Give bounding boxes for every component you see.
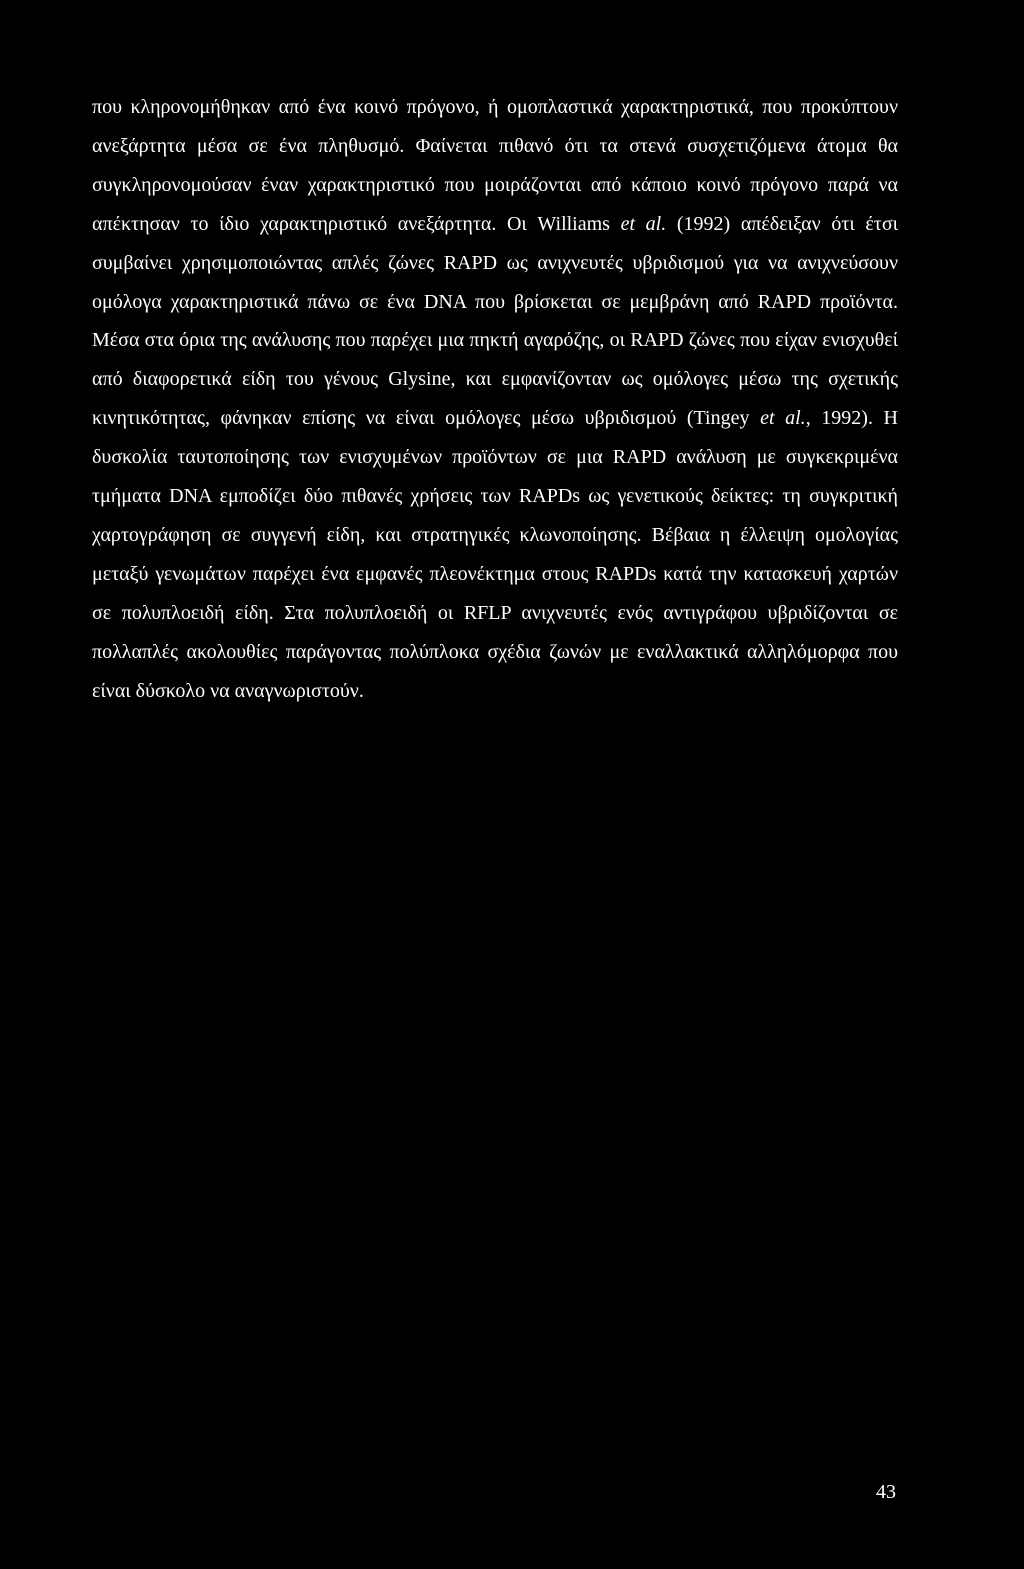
body-paragraph — [92, 88, 898, 711]
citation-et-al-tingey: et al. — [760, 407, 806, 430]
citation-et-al-williams: et al. — [620, 212, 667, 235]
page-number: 43 — [876, 1481, 896, 1503]
paragraph-text-part-2: (1992) απέδειξαν ότι έτσι συμβαίνει χρησιμοποιώντας απλές ζώνες RAPD ως ανιχνευτές υβριδισμού για να ανιχνεύσουν ομόλογα χαρακτηριστικά πάνω σε ένα DNA που βρίσκεται σε μεμβράνη από RAPD προϊόντα. Μέσα στα όρια της ανάλυσης που παρέχει μια πηκτή αγαρόζης, οι RAPD ζώνες που είχαν ενισχυθεί από διαφορετικά είδη του γένους Glysine, και εμφανίζονταν ως ομόλογες μέσω της σχετικής κινητικότητας, φάνηκαν επίσης να είναι ομόλογες μέσω υβριδισμού (Tingey — [92, 212, 898, 430]
paragraph-text-part-1: που κληρονομήθηκαν από ένα κοινό πρόγονο, ή ομοπλαστικά χαρακτηριστικά, που προκύπτουν ανεξάρτητα μέσα σε ένα πληθυσμό. Φαίνεται πιθανό ότι τα στενά συσχετιζόμενα άτομα θα συγκληρονομούσαν έναν χαρακτηριστικό που μοιράζονται από κάποιο κοινό πρόγονο παρά να απέκτησαν το ίδιο χαρακτηριστικό ανεξάρτητα. Οι Williams — [92, 96, 898, 235]
paragraph-text-part-3: , 1992). Η δυσκολία ταυτοποίησης των ενισχυμένων προϊόντων σε μια RAPD ανάλυση με συγκεκριμένα τμήματα DNA εμποδίζει δύο πιθανές χρήσεις των RAPDs ως γενετικούς δείκτες: τη συγκριτική χαρτογράφηση σε συγγενή είδη, και στρατηγικές κλωνοποίησης. Βέβαια η έλλειψη ομολογίας μεταξύ γενωμάτων παρέχει ένα εμφανές πλεονέκτημα στους RAPDs κατά την κατασκευή χαρτών σε πολυπλοειδή είδη. Στα πολυπλοειδή οι RFLP ανιχνευτές ενός αντιγράφου υβριδίζονται σε πολλαπλές ακολουθίες παράγοντας πολύπλοκα σχέδια ζωνών με εναλλακτικά αλληλόμορφα που είναι δύσκολο να αναγνωριστούν. — [92, 407, 898, 702]
